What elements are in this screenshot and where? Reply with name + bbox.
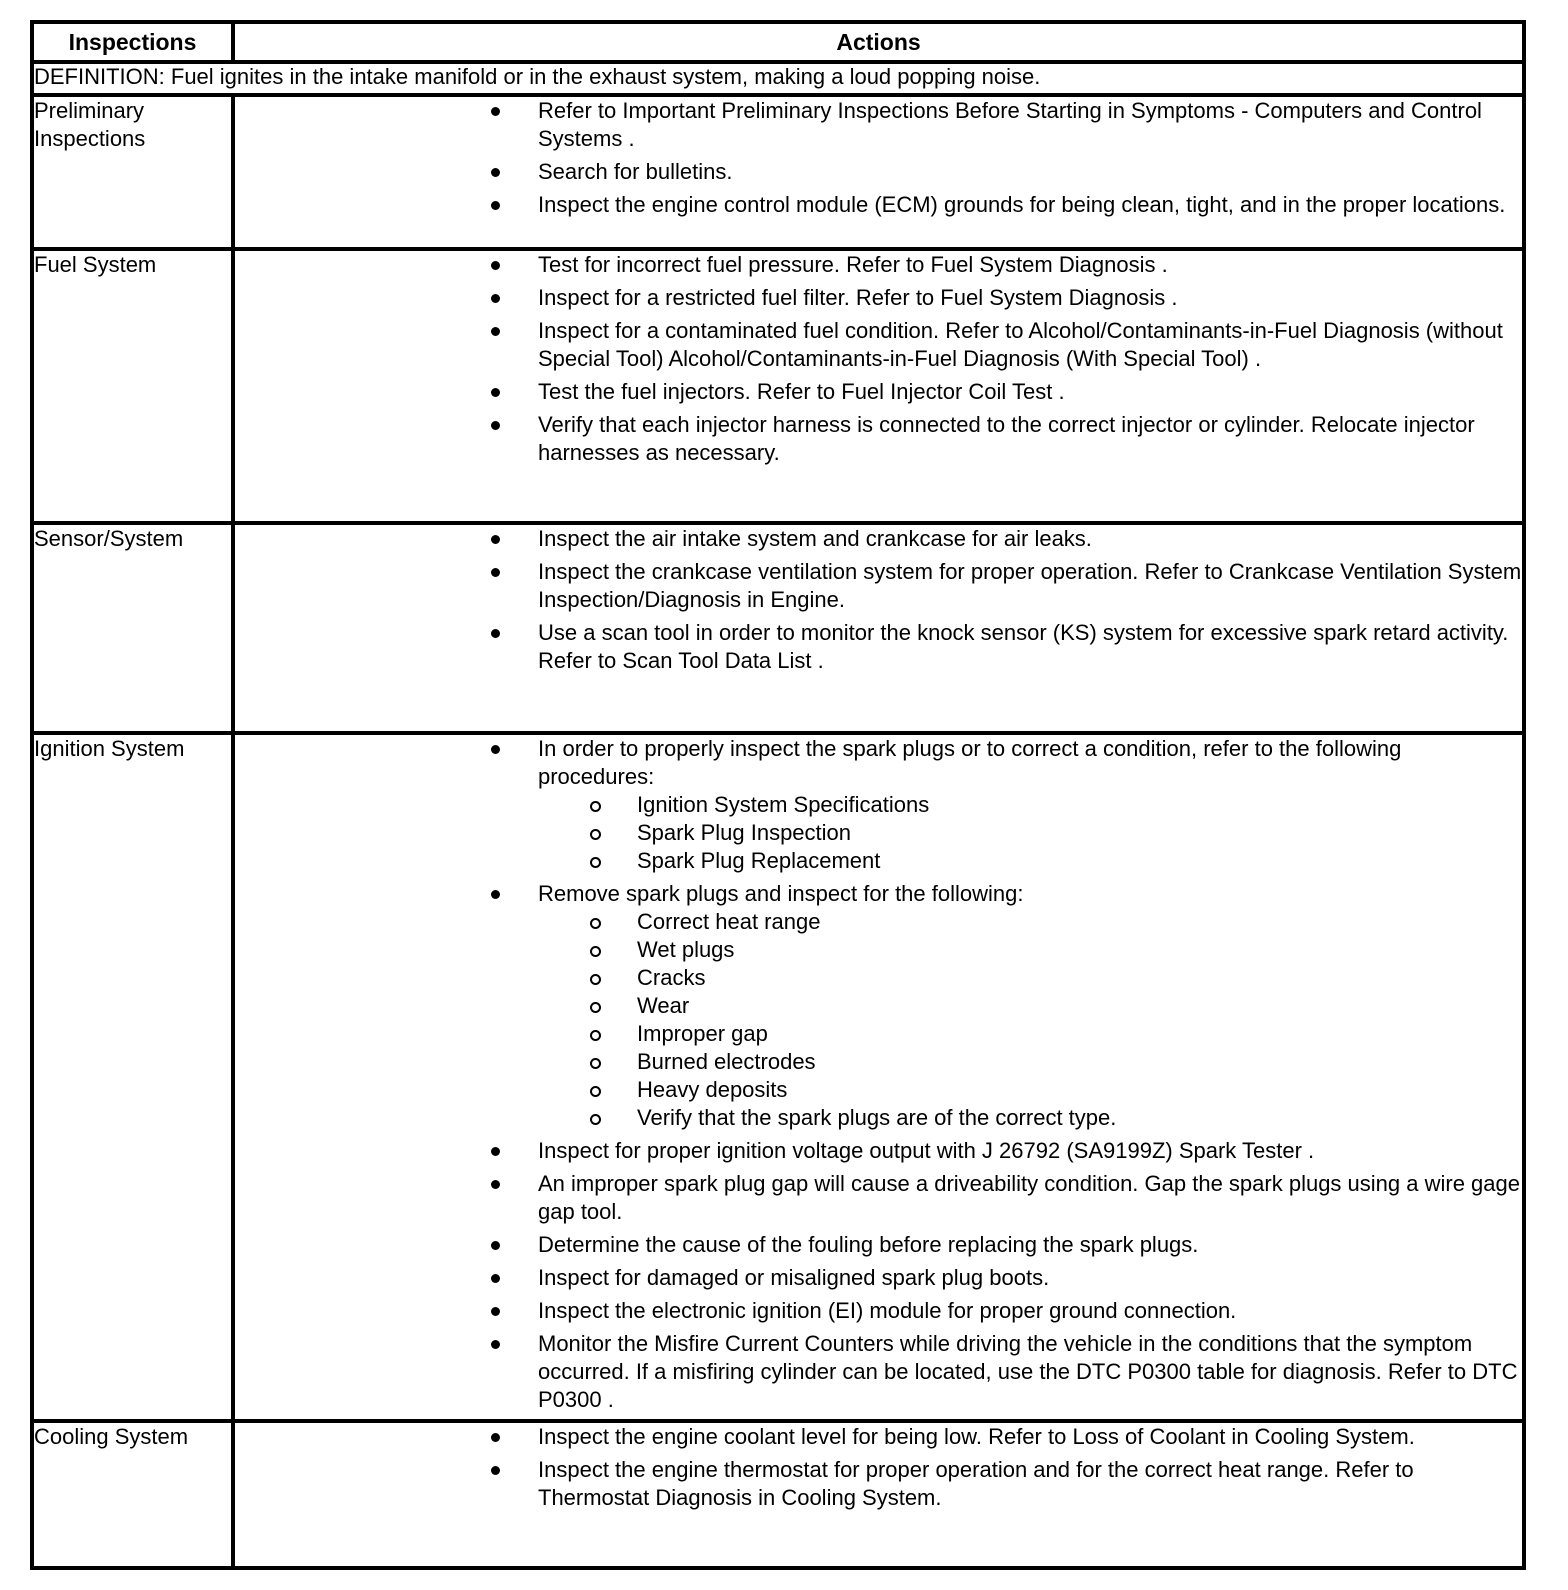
- actions-cell-fuel: [233, 249, 1524, 523]
- table-row-cooling-system: [32, 1421, 1524, 1568]
- sub-item: Verify that the spark plugs are of the correct type.: [538, 1104, 1522, 1132]
- inspect-for-sublist: [538, 908, 1522, 1132]
- action-list-fuel: [235, 251, 1522, 467]
- actions-cell-preliminary: [233, 95, 1524, 249]
- action-text: Remove spark plugs and inspect for the following:: [538, 881, 1024, 906]
- definition-row: [32, 62, 1524, 95]
- inspection-name-ignition: Ignition System: [32, 733, 233, 1421]
- action-item: Use a scan tool in order to monitor the knock sensor (KS) system for excessive spark retard activity. Refer to Scan Tool Data List .: [235, 619, 1522, 675]
- sub-item: Wet plugs: [538, 936, 1522, 964]
- action-item: Test for incorrect fuel pressure. Refer to Fuel System Diagnosis .: [235, 251, 1522, 279]
- action-item: Inspect the engine thermostat for proper operation and for the correct heat range. Refer to Thermostat Diagnosis in Cooling System.: [235, 1456, 1522, 1512]
- inspection-name-cooling: Cooling System: [32, 1421, 233, 1568]
- definition-text: DEFINITION: Fuel ignites in the intake manifold or in the exhaust system, making a loud popping noise.: [32, 62, 1524, 95]
- table-row-ignition-system: [32, 733, 1524, 1421]
- action-item: Search for bulletins.: [235, 158, 1522, 186]
- action-item: Monitor the Misfire Current Counters while driving the vehicle in the conditions that the symptom occurred. If a misfiring cylinder can be located, use the DTC P0300 table for diagnosis. Refer to DTC P0300 .: [235, 1330, 1522, 1414]
- action-list-sensor: [235, 525, 1522, 675]
- action-item: Refer to Important Preliminary Inspections Before Starting in Symptoms - Computers and Control Systems .: [235, 97, 1522, 153]
- action-list-cooling: [235, 1423, 1522, 1512]
- diagnostic-sheet: [30, 20, 1522, 1570]
- inspection-name-sensor: Sensor/System: [32, 523, 233, 733]
- sub-item: Spark Plug Inspection: [538, 819, 1522, 847]
- action-item: Inspect the engine control module (ECM) grounds for being clean, tight, and in the proper locations.: [235, 191, 1522, 219]
- sub-item: Spark Plug Replacement: [538, 847, 1522, 875]
- action-item: Inspect for proper ignition voltage output with J 26792 (SA9199Z) Spark Tester .: [235, 1137, 1522, 1165]
- actions-cell-ignition: [233, 733, 1524, 1421]
- inspection-name-fuel: Fuel System: [32, 249, 233, 523]
- action-item: Inspect for damaged or misaligned spark plug boots.: [235, 1264, 1522, 1292]
- table-row-preliminary-inspections: [32, 95, 1524, 249]
- sub-item: Heavy deposits: [538, 1076, 1522, 1104]
- action-item: Inspect the electronic ignition (EI) module for proper ground connection.: [235, 1297, 1522, 1325]
- action-item: Verify that each injector harness is connected to the correct injector or cylinder. Relocate injector harnesses as necessary.: [235, 411, 1522, 467]
- backfire-diagnostic-table: [30, 20, 1526, 1570]
- action-item: Test the fuel injectors. Refer to Fuel Injector Coil Test .: [235, 378, 1522, 406]
- procedure-sublist: [538, 791, 1522, 875]
- sub-item: Burned electrodes: [538, 1048, 1522, 1076]
- actions-cell-sensor: [233, 523, 1524, 733]
- action-text: In order to properly inspect the spark plugs or to correct a condition, refer to the following procedures:: [538, 736, 1402, 789]
- action-item-remove-plugs: [235, 880, 1522, 1132]
- action-item: Inspect the crankcase ventilation system for proper operation. Refer to Crankcase Ventilation System Inspection/Diagnosis in Engine.: [235, 558, 1522, 614]
- inspection-name-preliminary: Preliminary Inspections: [32, 95, 233, 249]
- action-list-preliminary: [235, 97, 1522, 219]
- sub-item: Ignition System Specifications: [538, 791, 1522, 819]
- actions-column-header: Actions: [233, 22, 1524, 62]
- action-item: Inspect for a contaminated fuel condition. Refer to Alcohol/Contaminants-in-Fuel Diagnosis (without Special Tool) Alcohol/Contaminants-in-Fuel Diagnosis (With Special Tool) .: [235, 317, 1522, 373]
- action-item: Determine the cause of the fouling before replacing the spark plugs.: [235, 1231, 1522, 1259]
- sub-item: Improper gap: [538, 1020, 1522, 1048]
- action-item-procedures: [235, 735, 1522, 875]
- sub-item: Cracks: [538, 964, 1522, 992]
- table-row-sensor-system: [32, 523, 1524, 733]
- action-item: Inspect the air intake system and crankcase for air leaks.: [235, 525, 1522, 553]
- table-header-row: [32, 22, 1524, 62]
- action-item: Inspect for a restricted fuel filter. Refer to Fuel System Diagnosis .: [235, 284, 1522, 312]
- action-list-ignition: [235, 735, 1522, 1414]
- sub-item: Wear: [538, 992, 1522, 1020]
- action-item: An improper spark plug gap will cause a driveability condition. Gap the spark plugs using a wire gage gap tool.: [235, 1170, 1522, 1226]
- action-item: Inspect the engine coolant level for being low. Refer to Loss of Coolant in Cooling System.: [235, 1423, 1522, 1451]
- sub-item: Correct heat range: [538, 908, 1522, 936]
- inspections-column-header: Inspections: [32, 22, 233, 62]
- actions-cell-cooling: [233, 1421, 1524, 1568]
- table-row-fuel-system: [32, 249, 1524, 523]
